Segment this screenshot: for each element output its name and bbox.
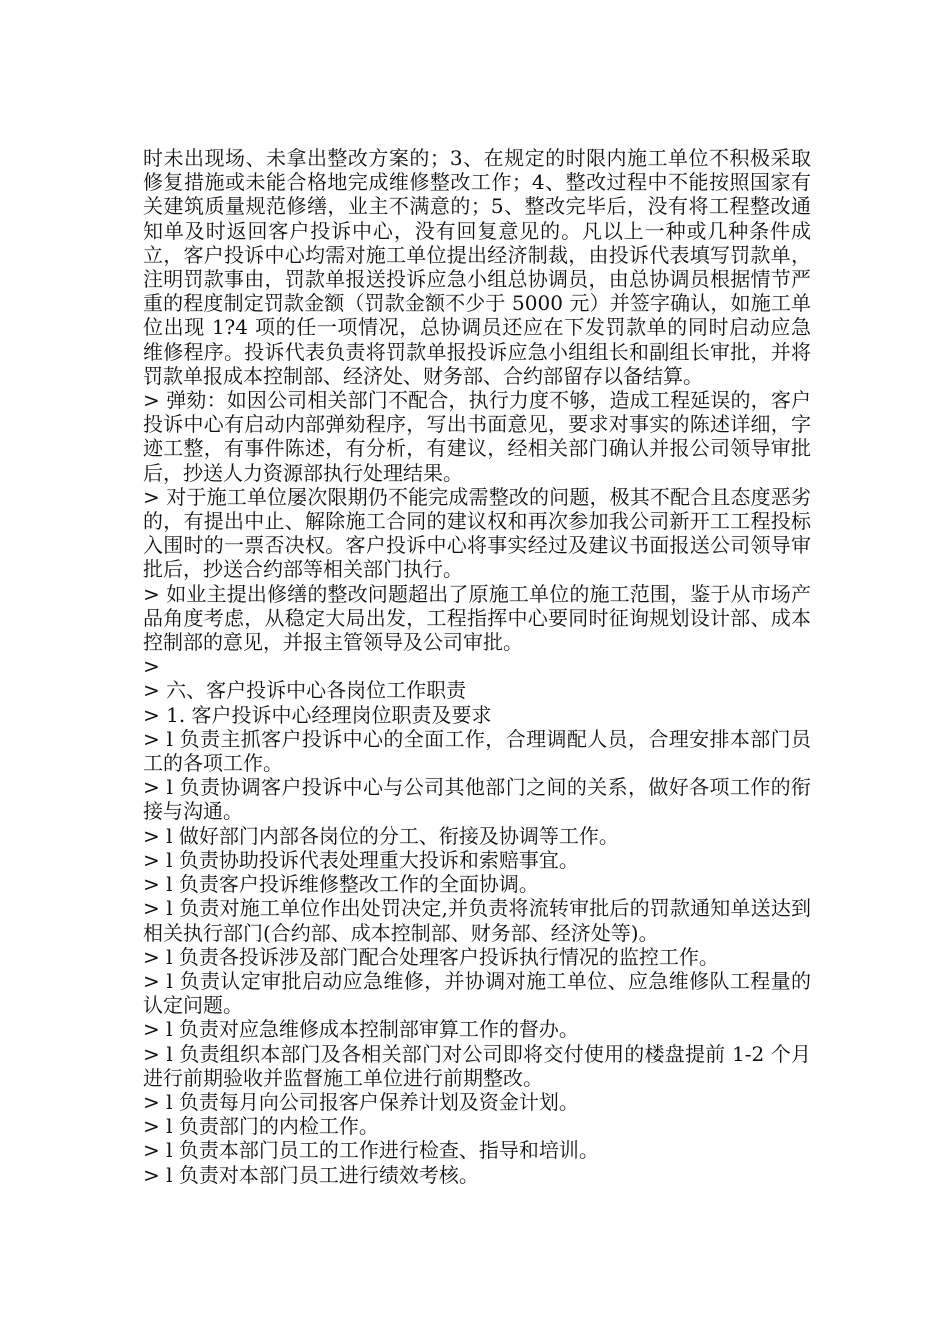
duty-item: > l 负责部门的内检工作。 (143, 1114, 379, 1139)
duty-item: > l 负责每月向公司报客户保养计划及资金计划。 (143, 1089, 579, 1114)
document-body (143, 146, 811, 1187)
paragraph-impeachment: > 弹劾：如因公司相关部门不配合，执行力度不够，造成工程延误的，客户投诉中心有启动内部弹劾程序，写出书面意见，要求对事实的陈述详细，字迹工整，有事件陈述，有分析，有建议，经相关部门确认并报公司领导审批后，抄送人力资源部执行处理结果。 (143, 388, 811, 485)
duty-item: > l 负责各投诉涉及部门配合处理客户投诉执行情况的监控工作。 (143, 944, 719, 969)
paragraph-penalty-conditions: 时未出现场、未拿出整改方案的；3、在规定的时限内施工单位不积极采取修复措施或未能合格地完成维修整改工作；4、整改过程中不能按照国家有关建筑质量规范修缮，业主不满意的；5、整改完毕后，没有将工程整改通知单及时返回客户投诉中心，没有回复意见的。凡以上一种或几种条件成立，客户投诉中心均需对施工单位提出经济制裁，由投诉代表填写罚款单，注明罚款事由，罚款单报送投诉应急小组总协调员，由总协调员根据情节严重的程度制定罚款金额（罚款金额不少于 5000 元）并签字确认，如施工单位出现 1?4 项的任一项情况，总协调员还应在下发罚款单的同时启动应急维修程序。投诉代表负责将罚款单报投诉应急小组组长和副组长审批，并将罚款单报成本控制部、经济处、财务部、合约部留存以备结算。 (143, 146, 811, 388)
duty-item: > l 负责主抓客户投诉中心的全面工作，合理调配人员，合理安排本部门员工的各项工作。 (143, 726, 811, 776)
duty-item: > l 负责对本部门员工进行绩效考核。 (143, 1162, 479, 1187)
duty-item: > l 负责客户投诉维修整改工作的全面协调。 (143, 872, 539, 897)
paragraph-blank-quote: > (143, 654, 160, 679)
duty-item: > l 负责协助投诉代表处理重大投诉和索赔事宜。 (143, 847, 579, 872)
duty-item: > l 负责对应急维修成本控制部审算工作的督办。 (143, 1017, 579, 1042)
duty-item: > l 做好部门内部各岗位的分工、衔接及协调等工作。 (143, 823, 619, 848)
duty-item: > l 负责对施工单位作出处罚决定,并负责将流转审批后的罚款通知单送达到相关执行部门(合约部、成本控制部、财务部、经济处等)。 (143, 896, 811, 945)
subsection-heading: > 1. 客户投诉中心经理岗位职责及要求 (143, 702, 492, 727)
paragraph-scope-exceeded: > 如业主提出修缮的整改问题超出了原施工单位的施工范围，鉴于从市场产品角度考虑，从稳定大局出发，工程指挥中心要同时征询规划设计部、成本控制部的意见，并报主管领导及公司审批。 (143, 581, 811, 655)
duty-item: > l 负责认定审批启动应急维修，并协调对施工单位、应急维修队工程量的认定问题。 (143, 968, 811, 1018)
section-heading: > 六、客户投诉中心各岗位工作职责 (143, 678, 467, 703)
duty-item: > l 负责组织本部门及各相关部门对公司即将交付使用的楼盘提前 1-2 个月进行前期验收并监督施工单位进行前期整改。 (143, 1041, 811, 1090)
duty-item: > l 负责协调客户投诉中心与公司其他部门之间的关系，做好各项工作的衔接与沟通。 (143, 775, 811, 824)
paragraph-veto-right: > 对于施工单位屡次限期仍不能完成需整改的问题，极其不配合且态度恶劣的，有提出中止、解除施工合同的建议权和再次参加我公司新开工工程投标入围时的一票否决权。客户投诉中心将事实经过及建议书面报送公司领导审批后，抄送合约部等相关部门执行。 (143, 484, 811, 582)
duty-item: > l 负责本部门员工的工作进行检查、指导和培训。 (143, 1138, 599, 1163)
